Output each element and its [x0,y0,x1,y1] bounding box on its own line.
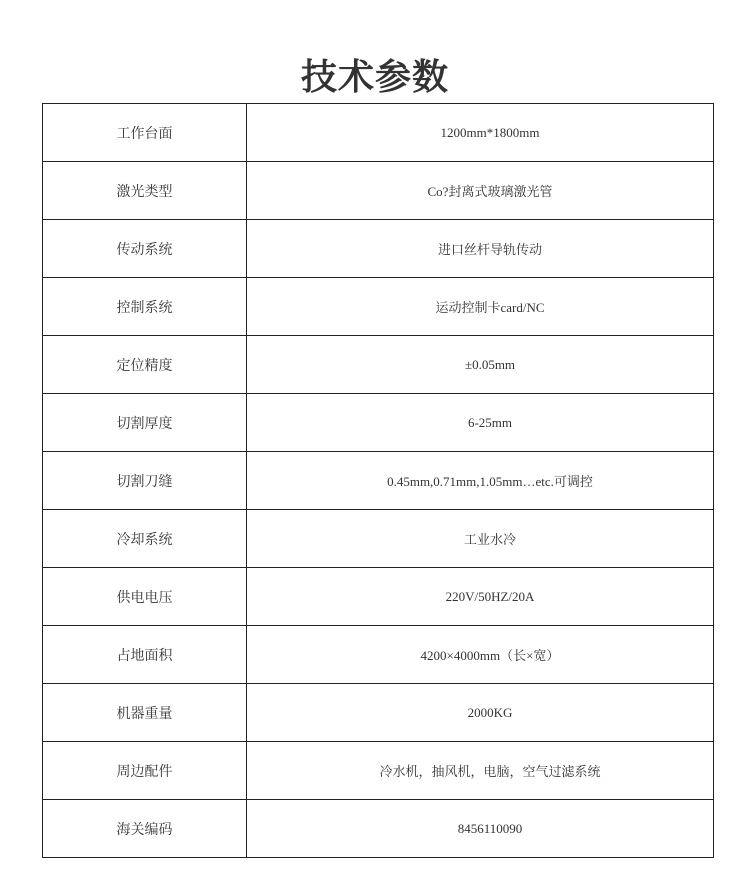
spec-label: 海关编码 [43,800,247,858]
spec-label: 占地面积 [43,626,247,684]
spec-value: 1200mm*1800mm [247,104,714,162]
spec-value: 工业水冷 [247,510,714,568]
table-row [43,510,714,568]
spec-value: 4200×4000mm（长×宽） [247,626,714,684]
spec-value: 冷水机，抽风机，电脑，空气过滤系统 [247,742,714,800]
spec-value: 2000KG [247,684,714,742]
table-row [43,800,714,858]
table-row [43,104,714,162]
spec-label: 切割厚度 [43,394,247,452]
spec-value: Co?封离式玻璃激光管 [247,162,714,220]
table-row [43,684,714,742]
spec-value: 0.45mm,0.71mm,1.05mm…etc.可调控 [247,452,714,510]
spec-label: 工作台面 [43,104,247,162]
spec-label: 控制系统 [43,278,247,336]
spec-value: 6-25mm [247,394,714,452]
table-row [43,394,714,452]
table-row [43,162,714,220]
spec-label: 定位精度 [43,336,247,394]
spec-value: 220V/50HZ/20A [247,568,714,626]
table-row [43,336,714,394]
spec-value: 进口丝杆导轨传动 [247,220,714,278]
spec-label: 激光类型 [43,162,247,220]
page-title: 技术参数 [300,57,449,99]
spec-value: 8456110090 [247,800,714,858]
table-row [43,568,714,626]
spec-label: 传动系统 [43,220,247,278]
spec-label: 冷却系统 [43,510,247,568]
table-row [43,742,714,800]
table-row [43,452,714,510]
spec-label: 切割刀缝 [43,452,247,510]
spec-label: 周边配件 [43,742,247,800]
spec-value: 运动控制卡card/NC [247,278,714,336]
table-row [43,626,714,684]
spec-label: 供电电压 [43,568,247,626]
spec-value: ±0.05mm [247,336,714,394]
spec-table [42,103,714,858]
table-row [43,220,714,278]
table-row [43,278,714,336]
spec-label: 机器重量 [43,684,247,742]
